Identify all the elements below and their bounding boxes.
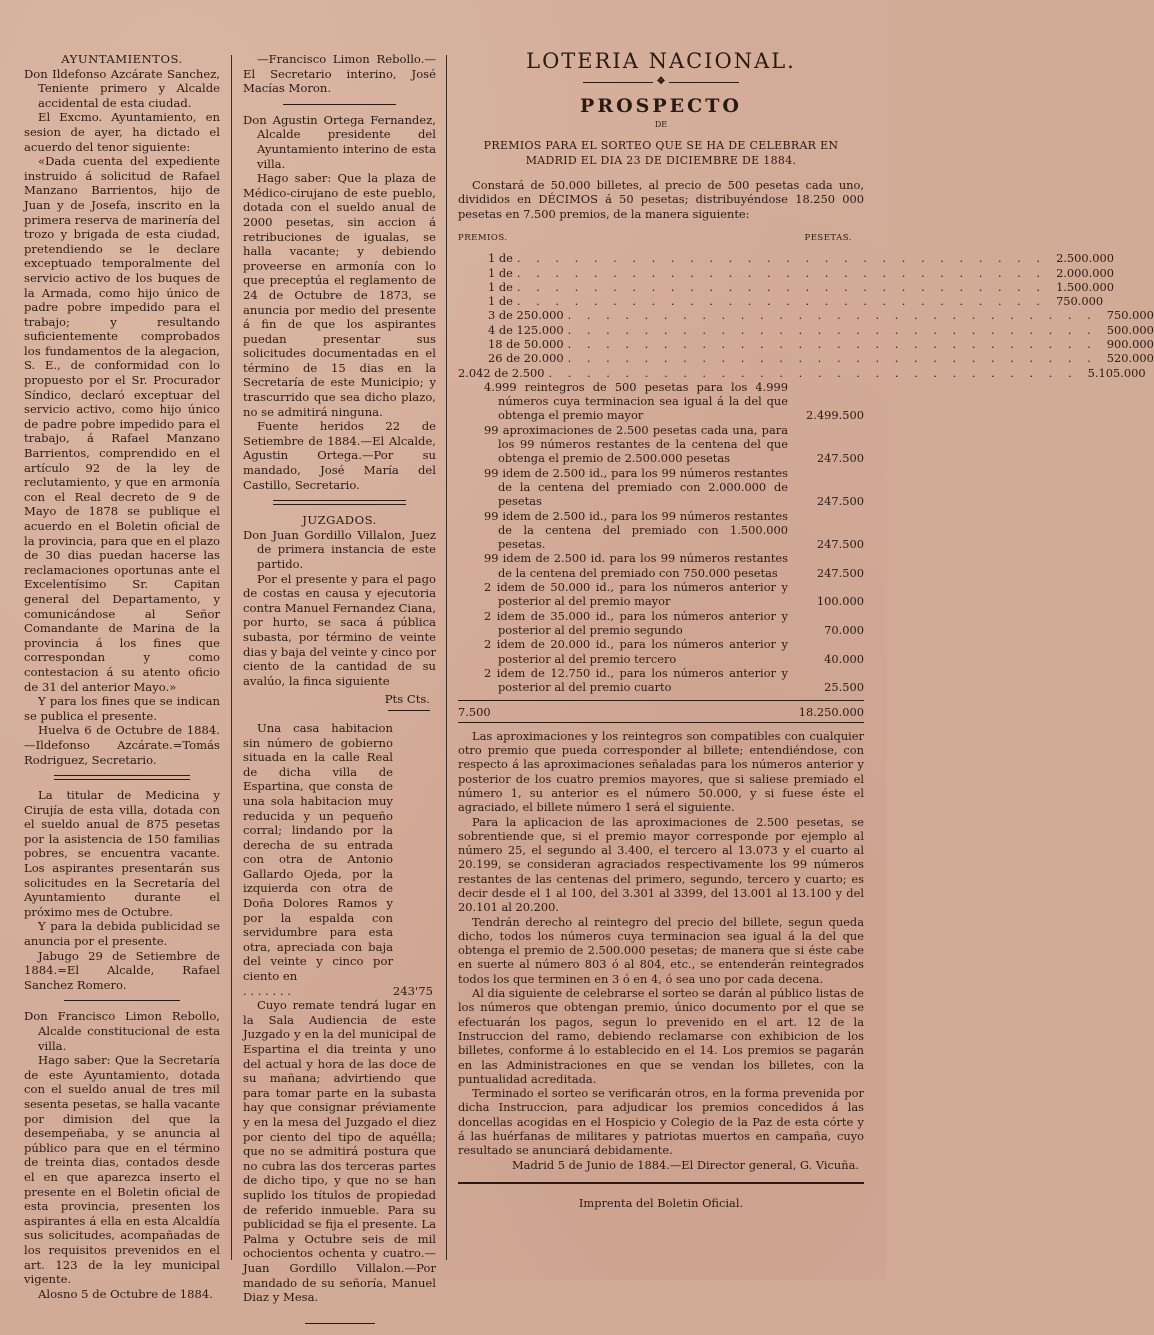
prize-table bbox=[458, 251, 1154, 380]
leader-dots: . . . . . . . bbox=[243, 983, 291, 998]
paragraph: La titular de Medicina y Cirujía de esta villa, dotada con el sueldo anual de 875 pesetas por la asistencia de 150 familias pobres, se encuentra vacante. Los aspirantes presentarán sus solicitudes en la Secretaría del Ayuntamiento durante el próximo mes de Octubre. bbox=[24, 788, 220, 919]
separator bbox=[64, 1000, 180, 1001]
column-divider bbox=[231, 55, 232, 1260]
column-middle bbox=[243, 52, 436, 1335]
prize-amount: 25.500 bbox=[824, 680, 864, 695]
prize-description: 2 idem de 20.000 id., para los números anterior y posterior al del premio tercero bbox=[484, 637, 788, 666]
prize-amount: 750.000 bbox=[1106, 308, 1154, 323]
table-row bbox=[458, 637, 864, 666]
prize-label: 1 de bbox=[488, 251, 513, 266]
separator bbox=[283, 104, 396, 105]
paragraph: Una casa habitacion sin número de gobierno situada en la calle Real de dicha villa de Espartina, que consta de una sola habitacion muy reducida y un pequeño corral; lindando por la derecha de su entrada con otra de Antonio Gallardo Ojeda, por la izquierda con otra de Doña Dolores Ramos y por la espalda con servidumbre para esta otra, apreciada con baja del veinte y cinco por ciento en bbox=[243, 720, 393, 984]
table-header bbox=[458, 231, 864, 245]
prize-amount: 900.000 bbox=[1106, 337, 1154, 351]
total-amount: 18.250.000 bbox=[798, 705, 864, 720]
prize-label: 1 de bbox=[488, 279, 513, 294]
column-header-premios: PREMIOS. bbox=[458, 232, 508, 243]
paragraph: Terminado el sorteo se verificarán otros, en la forma prevenida por dicha Instruccion, para adjudicar los premios concedidos á las doncellas acogidas en el Hospicio y Colegio de la Paz de esta córte y á las huérfanas de militares y patriotas muertos en campaña, cuyo resultado se anunciará debidamente. bbox=[458, 1086, 864, 1158]
paragraph: Don Agustin Ortega Fernandez, Alcalde presidente del Ayuntamiento interino de esta villa. bbox=[243, 112, 436, 171]
prize-amount: 247.500 bbox=[816, 537, 864, 552]
amount-row bbox=[243, 984, 433, 999]
prize-description: 2 idem de 50.000 id., para los números anterior y posterior al del premio mayor bbox=[484, 580, 788, 609]
paragraph: Las aproximaciones y los reintegros son compatibles con cualquier otro premio que pueda corresponder al billete; entendiéndose, con respecto á las aproximaciones señaladas para los números anterior y posterior de los cuatro premios mayores, que si saliese premiado el número 1, su anterior es el número 50.000, y si fuese éste el agraciado, el billete número 1 será el siguiente. bbox=[458, 728, 864, 815]
prize-description: 4.999 reintegros de 500 pesetas para los 4.999 números cuya terminacion sea igual á la del que obtenga el premio mayor bbox=[484, 379, 788, 423]
leader-dots: . . . . . . . . . . . . . . . . . . . . . . . . . . . . bbox=[567, 337, 1097, 351]
column-divider bbox=[446, 55, 447, 1260]
prize-amount: 500.000 bbox=[1106, 322, 1154, 337]
prize-label: 26 de 20.000 bbox=[488, 351, 564, 366]
prize-amount: 100.000 bbox=[816, 594, 864, 609]
prize-amount: 70.000 bbox=[824, 622, 864, 637]
leader-dots: . . . . . . . . . . . . . . . . . . . . . . . . . . . . bbox=[516, 265, 1047, 280]
prize-description: 99 idem de 2.500 id. para los 99 números restantes de la centena del premiado con 750.000 pesetas bbox=[484, 551, 788, 580]
separator bbox=[243, 1313, 436, 1328]
prize-label: 3 de 250.000 bbox=[488, 308, 564, 323]
paragraph: Hago saber: Que la plaza de Médico-cirujano de este pueblo, dotada con el sueldo anual de 2000 pesetas, sin accion á retribuciones de igualas, se halla vacante; y debiendo proveerse en armonía con lo que preceptúa el reglamento de 24 de Octubre de 1873, se anuncia por medio del presente á fin de que los aspirantes puedan presentar sus solicitudes documentadas en el término de 15 dias en la Secretaría de este Municipio; y trascurrido que sea dicho plazo, no se admitirá ninguna. bbox=[243, 171, 436, 419]
leader-dots: . . . . . . . . . . . . . . . . . . . . . . . . . . . . bbox=[516, 251, 1047, 266]
printer-credit: Imprenta del Boletin Oficial. bbox=[578, 1195, 744, 1210]
separator bbox=[458, 722, 864, 723]
prize-amount: 40.000 bbox=[824, 651, 864, 666]
signature-line: Fuente heridos 22 de Setiembre de 1884.—El Alcalde, Agustin Ortega.—Por su mandado, José María del Castillo, Secretario. bbox=[243, 419, 436, 492]
prize-amount: 247.500 bbox=[816, 565, 864, 580]
table-row bbox=[458, 551, 864, 580]
prize-label: 4 de 125.000 bbox=[488, 322, 564, 337]
signature-line: Jabugo 29 de Setiembre de 1884.=El Alcalde, Rafael Sanchez Romero. bbox=[24, 948, 220, 992]
prize-amount: 247.500 bbox=[816, 451, 864, 466]
section-heading-juzgados: JUZGADOS. bbox=[302, 513, 377, 528]
signature-line: Alosno 5 de Octubre de 1884. bbox=[38, 1286, 213, 1301]
prize-label: 1 de bbox=[488, 265, 513, 280]
column-right bbox=[458, 49, 1154, 1210]
table-row bbox=[458, 580, 864, 609]
paragraph: Don Juan Gordillo Villalon, Juez de primera instancia de este partido. bbox=[243, 527, 436, 571]
table-row bbox=[458, 509, 864, 552]
total-count: 7.500 bbox=[458, 705, 491, 720]
prize-label: 1 de bbox=[488, 294, 513, 309]
prize-block-list bbox=[458, 380, 864, 695]
table-row bbox=[458, 265, 1115, 280]
table-row bbox=[458, 666, 864, 695]
ornament: ❖ bbox=[458, 74, 864, 89]
prize-description: 99 idem de 2.500 id., para los 99 números restantes de la centena del premiado con 1.500.000 pesetas. bbox=[484, 508, 788, 552]
paragraph: Constará de 50.000 billetes, al precio de 500 pesetas cada uno, divididos en DÉCIMOS á 50 pesetas; distribuyéndose 18.250 000 pesetas en 7.500 premios, de la manera siguiente: bbox=[458, 178, 864, 221]
prize-amount: 5.105.000 bbox=[1087, 365, 1146, 380]
leader-dots: . . . . . . . . . . . . . . . . . . . . . . . . . . . . bbox=[567, 308, 1097, 323]
paragraph: El Excmo. Ayuntamiento, en sesion de ayer, ha dictado el acuerdo del tenor siguiente: bbox=[24, 110, 220, 154]
paragraph: Don Ildefonso Azcárate Sanchez, Teniente primero y Alcalde accidental de esta ciudad. bbox=[24, 66, 220, 110]
paragraph: Para la aplicacion de las aproximaciones de 2.500 pesetas, se sobrentiende que, si el premio mayor corresponde por ejemplo al número 25, el segundo al 3.400, el tercero al 13.073 y el cuarto al 20.199, se consideran agraciados respectivamente los 99 números restantes de las centenas del primero, segundo, tercero y cuarto; es decir desde el 1 al 100, del 3.301 al 3399, del 13.001 al 13.100 y del 20.101 al 20.200. bbox=[458, 814, 864, 915]
prize-description: 2 idem de 35.000 id., para los números anterior y posterior al del premio segundo bbox=[484, 608, 788, 637]
table-row bbox=[458, 337, 1154, 351]
paragraph: Por el presente y para el pago de costas en causa y ejecutoria contra Manuel Fernandez Ciana, por hurto, se saca á pública subasta, por término de veinte dias y baja del veinte y cinco por ciento de la cantidad de su avalúo, la finca siguiente bbox=[243, 571, 437, 688]
prize-label: 18 de 50.000 bbox=[488, 337, 564, 351]
leader-dots: . . . . . . . . . . . . . . . . . . . . . . . . . . . . bbox=[516, 279, 1047, 294]
prize-description: 99 idem de 2.500 id., para los 99 números restantes de la centena del premiado con 2.000.000 de pesetas bbox=[484, 465, 788, 509]
table-row bbox=[458, 351, 1154, 366]
paragraph: Al dia siguiente de celebrarse el sorteo se darán al público listas de los números que obtengan premio, único documento por el que se efectuarán los pagos, segun lo prevenido en el art. 12 de la Instruccion del ramo, debiendo reclamarse con exhibicion de los billetes, conforme á lo establecido en el 14. Los premios se pagarán en las Administraciones en que se vendan los billetes, con la puntualidad acreditada. bbox=[458, 986, 864, 1086]
leader-dots: . . . . . . . . . . . . . . . . . . . . . . . . . . . . bbox=[567, 351, 1097, 366]
prize-amount: 247.500 bbox=[816, 494, 864, 509]
separator bbox=[273, 500, 406, 505]
paragraph: Tendrán derecho al reintegro del precio del billete, segun queda dicho, todos los números cuya terminacion sea igual á la del que obtenga el premio de 2.500.000 pesetas; de manera que si éste cabe en suerte al número 803 ó al 804, etc., se entenderán reintegrados todos los que terminen en 3 ó en 4, ó sea uno por cada decena. bbox=[458, 914, 864, 986]
table-row bbox=[458, 380, 864, 423]
column-header-pesetas: PESETAS. bbox=[804, 232, 852, 243]
paragraph: Y para la debida publicidad se anuncia por el presente. bbox=[24, 919, 220, 949]
separator bbox=[458, 1182, 864, 1184]
table-row bbox=[458, 609, 864, 638]
prize-amount: 750.000 bbox=[1056, 294, 1104, 309]
prize-description: 2 idem de 12.750 id., para los números anterior y posterior al del premio cuarto bbox=[484, 665, 788, 695]
prize-amount: 1.500.000 bbox=[1056, 279, 1115, 294]
heading-connector: DE bbox=[654, 119, 668, 129]
leader-dots: . . . . . . . . . . . . . . . . . . . . . . . . . . . . bbox=[548, 365, 1078, 380]
separator bbox=[388, 710, 430, 711]
table-row bbox=[458, 308, 1154, 323]
table-row bbox=[458, 466, 864, 509]
paragraph: Don Francisco Limon Rebollo, Alcalde constitucional de esta villa. bbox=[24, 1009, 220, 1053]
section-heading-ayuntamientos: AYUNTAMIENTOS. bbox=[61, 52, 183, 66]
prize-description: 99 aproximaciones de 2.500 pesetas cada una, para los 99 números restantes de la centena del que obtenga el premio de 2.500.000 pesetas bbox=[484, 422, 788, 466]
paragraph: Y para los fines que se indican se publica el presente. bbox=[24, 694, 220, 723]
prize-amount: 2.000.000 bbox=[1056, 265, 1115, 280]
signature-line: —Francisco Limon Rebollo.— El Secretario interino, José Macías Moron. bbox=[243, 52, 436, 96]
prize-amount: 2.500.000 bbox=[1056, 251, 1115, 266]
separator bbox=[54, 775, 190, 780]
signature-line: Huelva 6 de Octubre de 1884. —Ildefonso Azcárate.=Tomás Rodriguez, Secretario. bbox=[24, 723, 220, 767]
table-row bbox=[458, 322, 1154, 337]
column-left bbox=[24, 52, 220, 1301]
table-row bbox=[458, 365, 1146, 380]
paragraph: Cuyo remate tendrá lugar en la Sala Audiencia de este Juzgado y en la del municipal de Espartina el dia treinta y uno del actual y hora de las doce de su mañana; advirtiendo que para tomar parte en la subasta hay que consignar préviamente y en la mesa del Juzgado el diez por ciento del tipo de aquélla; que no se admitirá postura que no cubra las dos terceras partes de dicho tipo, y que no se han suplido los títulos de propiedad de referido inmueble. Para su publicidad se fija el presente. La Palma y Octubre seis de mil ochocientos ochenta y cuatro.—Juan Gordillo Villalon.—Por mandado de su señoría, Manuel Diaz y Mesa. bbox=[243, 998, 436, 1305]
paragraph: Hago saber: Que la Secretaría de este Ayuntamiento, dotada con el sueldo anual de tres mil sesenta pesetas, se halla vacante por dimision del que la desempeñaba, y se anuncia al público para que en el término de treinta dias, contados desde el en que aparezca inserto el presente en el Boletin oficial de esta provincia, presenten los aspirantes á ella en esta Alcaldía sus solicitudes, acompañadas de los requisitos prevenidos en el art. 123 de la ley municipal vigente. bbox=[24, 1053, 220, 1287]
leader-dots: . . . . . . . . . . . . . . . . . . . . . . . . . . . . bbox=[516, 294, 1047, 309]
total-row bbox=[458, 700, 864, 719]
paragraph: «Dada cuenta del expediente instruido á solicitud de Rafael Manzano Barrientos, hijo de Juan y de Josefa, inscrito en la primera reserva de marinería del trozo y brigada de esta ciudad, pretendiendo se le declare exceptuado temporalmente del servicio activo de los buques de la Armada, como hijo único de padre pobre impedido para el trabajo; y resultando suficientemente comprobados los fundamentos de la alegacion, S. E., de conformidad con lo propuesto por el Sr. Procurador Síndico, declaró exceptuar del servicio activo, como hijo único de padre pobre impedido para el trabajo, á Rafael Manzano Barrientos, comprendido en el artículo 92 de la ley de reclutamiento, y que en armonía con el Real decreto de 9 de Mayo de 1878 se publique el acuerdo en el Boletin oficial de la provincia, para que en el plazo de 30 dias puedan hacerse las reclamaciones oportunas ante el Excelentísimo Sr. Capitan general del Departamento, y comunicándose al Señor Comandante de Marina de la provincia á los fines que correspondan y como contestacion á su atento oficio de 31 del anterior Mayo.» bbox=[24, 154, 220, 694]
leader-dots: . . . . . . . . . . . . . . . . . . . . . . . . . . . . bbox=[567, 322, 1097, 337]
table-row bbox=[458, 423, 864, 466]
table-row bbox=[458, 251, 1115, 266]
signature-line: Madrid 5 de Junio de 1884.—El Director general, G. Vicuña. bbox=[512, 1157, 859, 1172]
table-row bbox=[458, 294, 1104, 309]
section-heading-prospecto: PROSPECTO bbox=[580, 95, 742, 118]
prize-amount: 2.499.500 bbox=[806, 408, 864, 423]
prize-label: 2.042 de 2.500 bbox=[458, 365, 545, 380]
currency-header: Pts Cts. bbox=[384, 692, 430, 707]
subtitle: PREMIOS PARA EL SORTEO QUE SE HA DE CELEBRAR EN MADRID EL DIA 23 DE DICIEMBRE DE 1884. bbox=[483, 139, 839, 168]
page-title: LOTERIA NACIONAL. bbox=[526, 49, 796, 73]
table-row bbox=[458, 279, 1115, 294]
amount-value: 243'75 bbox=[392, 983, 433, 998]
prize-amount: 520.000 bbox=[1106, 351, 1154, 366]
